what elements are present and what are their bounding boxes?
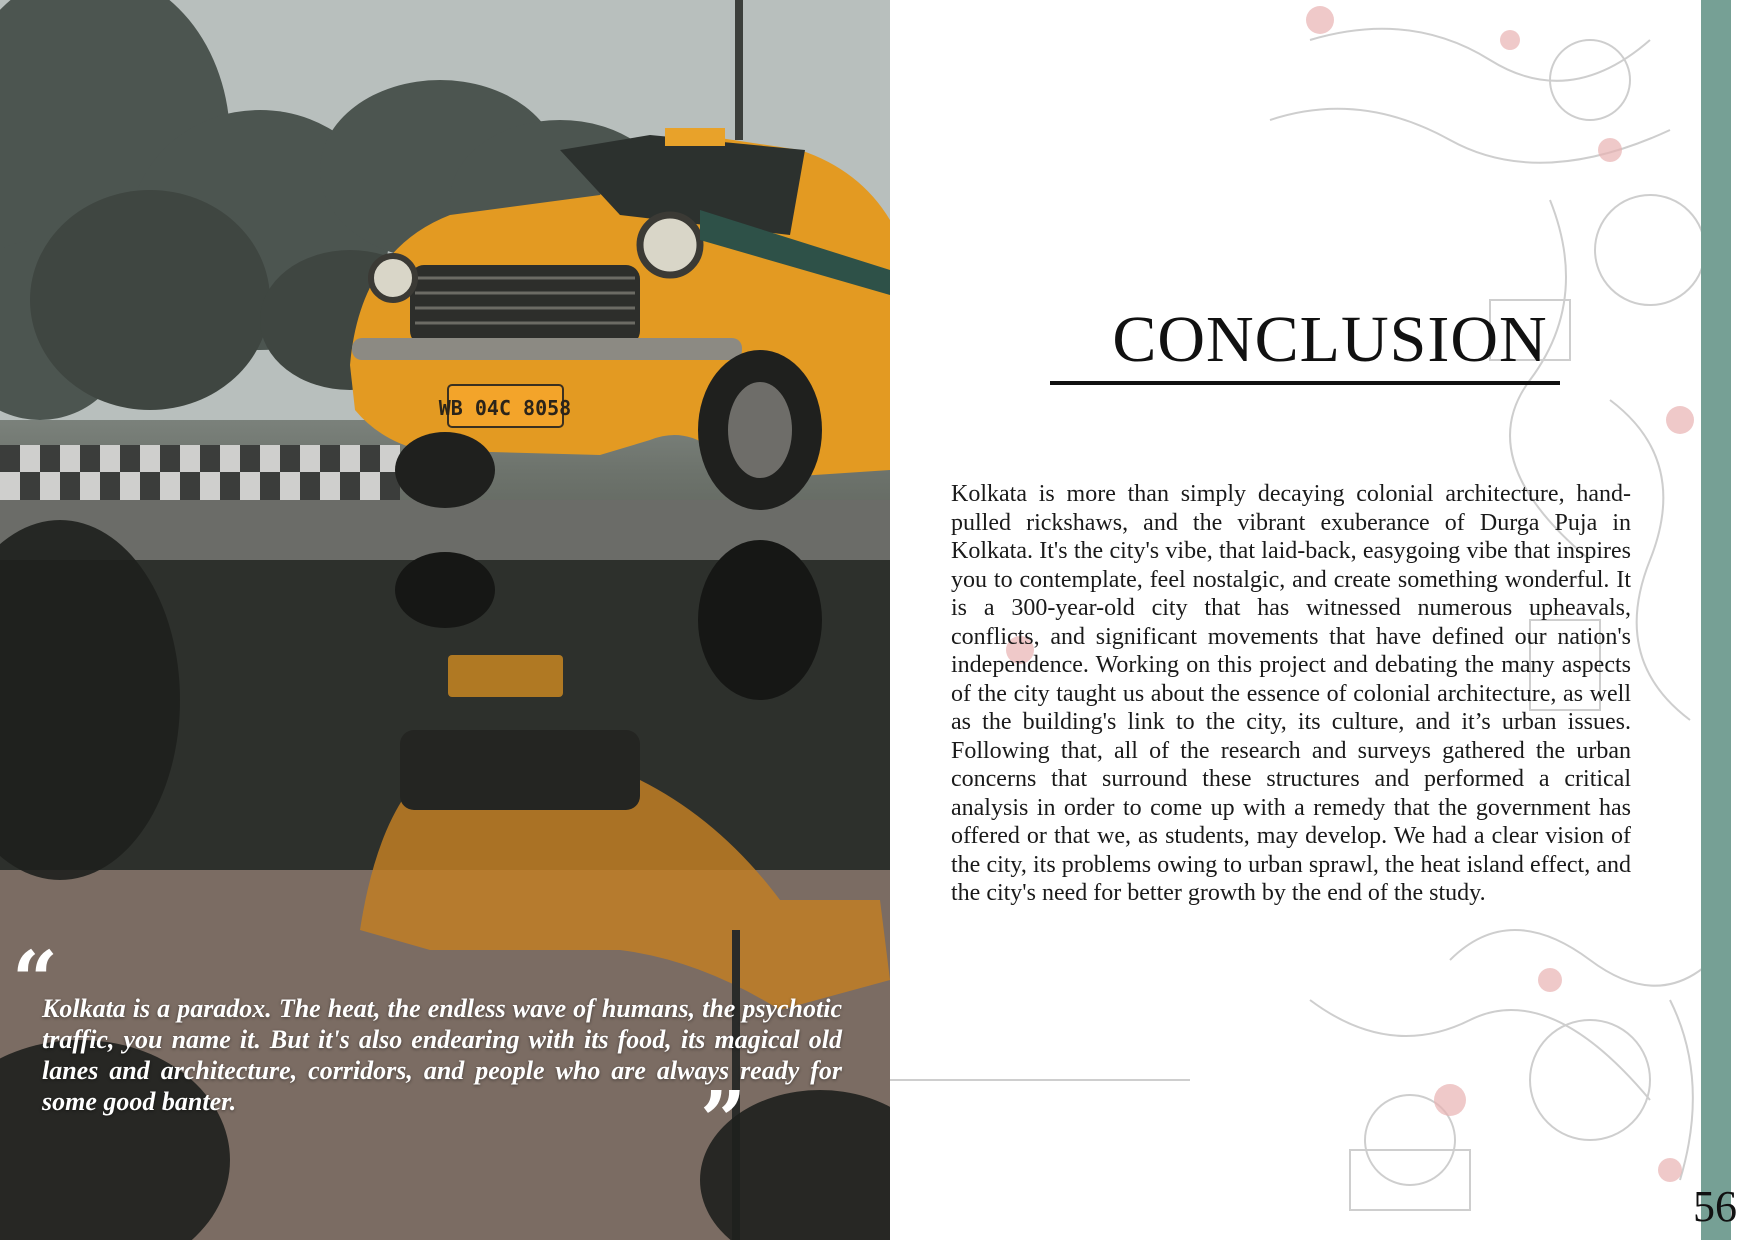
accent-bar (1701, 0, 1731, 1240)
page-number: 56 (1693, 1182, 1737, 1231)
body-paragraph: Kolkata is more than simply decaying colonial architecture, hand-pulled rickshaws, and the vibrant exuberance of Durga Puja in Kolkata. It's the city's vibe, that laid-back, easygoing vibe that inspires you to contemplate, feel nostalgic, and create something wonderful. It is a 300-year-old city that has witnessed numerous upheavals, conflicts, and significant movements that have defined our nation's independence. Working on this project and debating the many aspects of the city taught us about the essence of colonial architecture, as well as the building's link to the city, its culture, and it’s urban issues. Following that, all of the research and surveys gathered the urban concerns that surround these structures and performed a critical analysis in order to come up with a remedy that the government has offered or that we, as students, may develop. We had a clear vision of the city, its problems owing to urban sprawl, the heat island effect, and the city's need for better growth by the end of the study. (951, 481, 1631, 906)
title-underline (1050, 381, 1560, 385)
pull-quote: Kolkata is a paradox. The heat, the endless wave of humans, the psychotic traffic, you name it. But it's also endearing with its food, its magical old lanes and architecture, corridors, and people who are always ready for some good banter. (42, 994, 842, 1116)
quote-close-mark: ” (700, 1073, 747, 1167)
page-edge (1731, 0, 1754, 1240)
page-title: CONCLUSION (1112, 303, 1548, 376)
quote-open-mark: “ (12, 933, 59, 1027)
license-plate: WB 04C 8058 (438, 396, 572, 420)
